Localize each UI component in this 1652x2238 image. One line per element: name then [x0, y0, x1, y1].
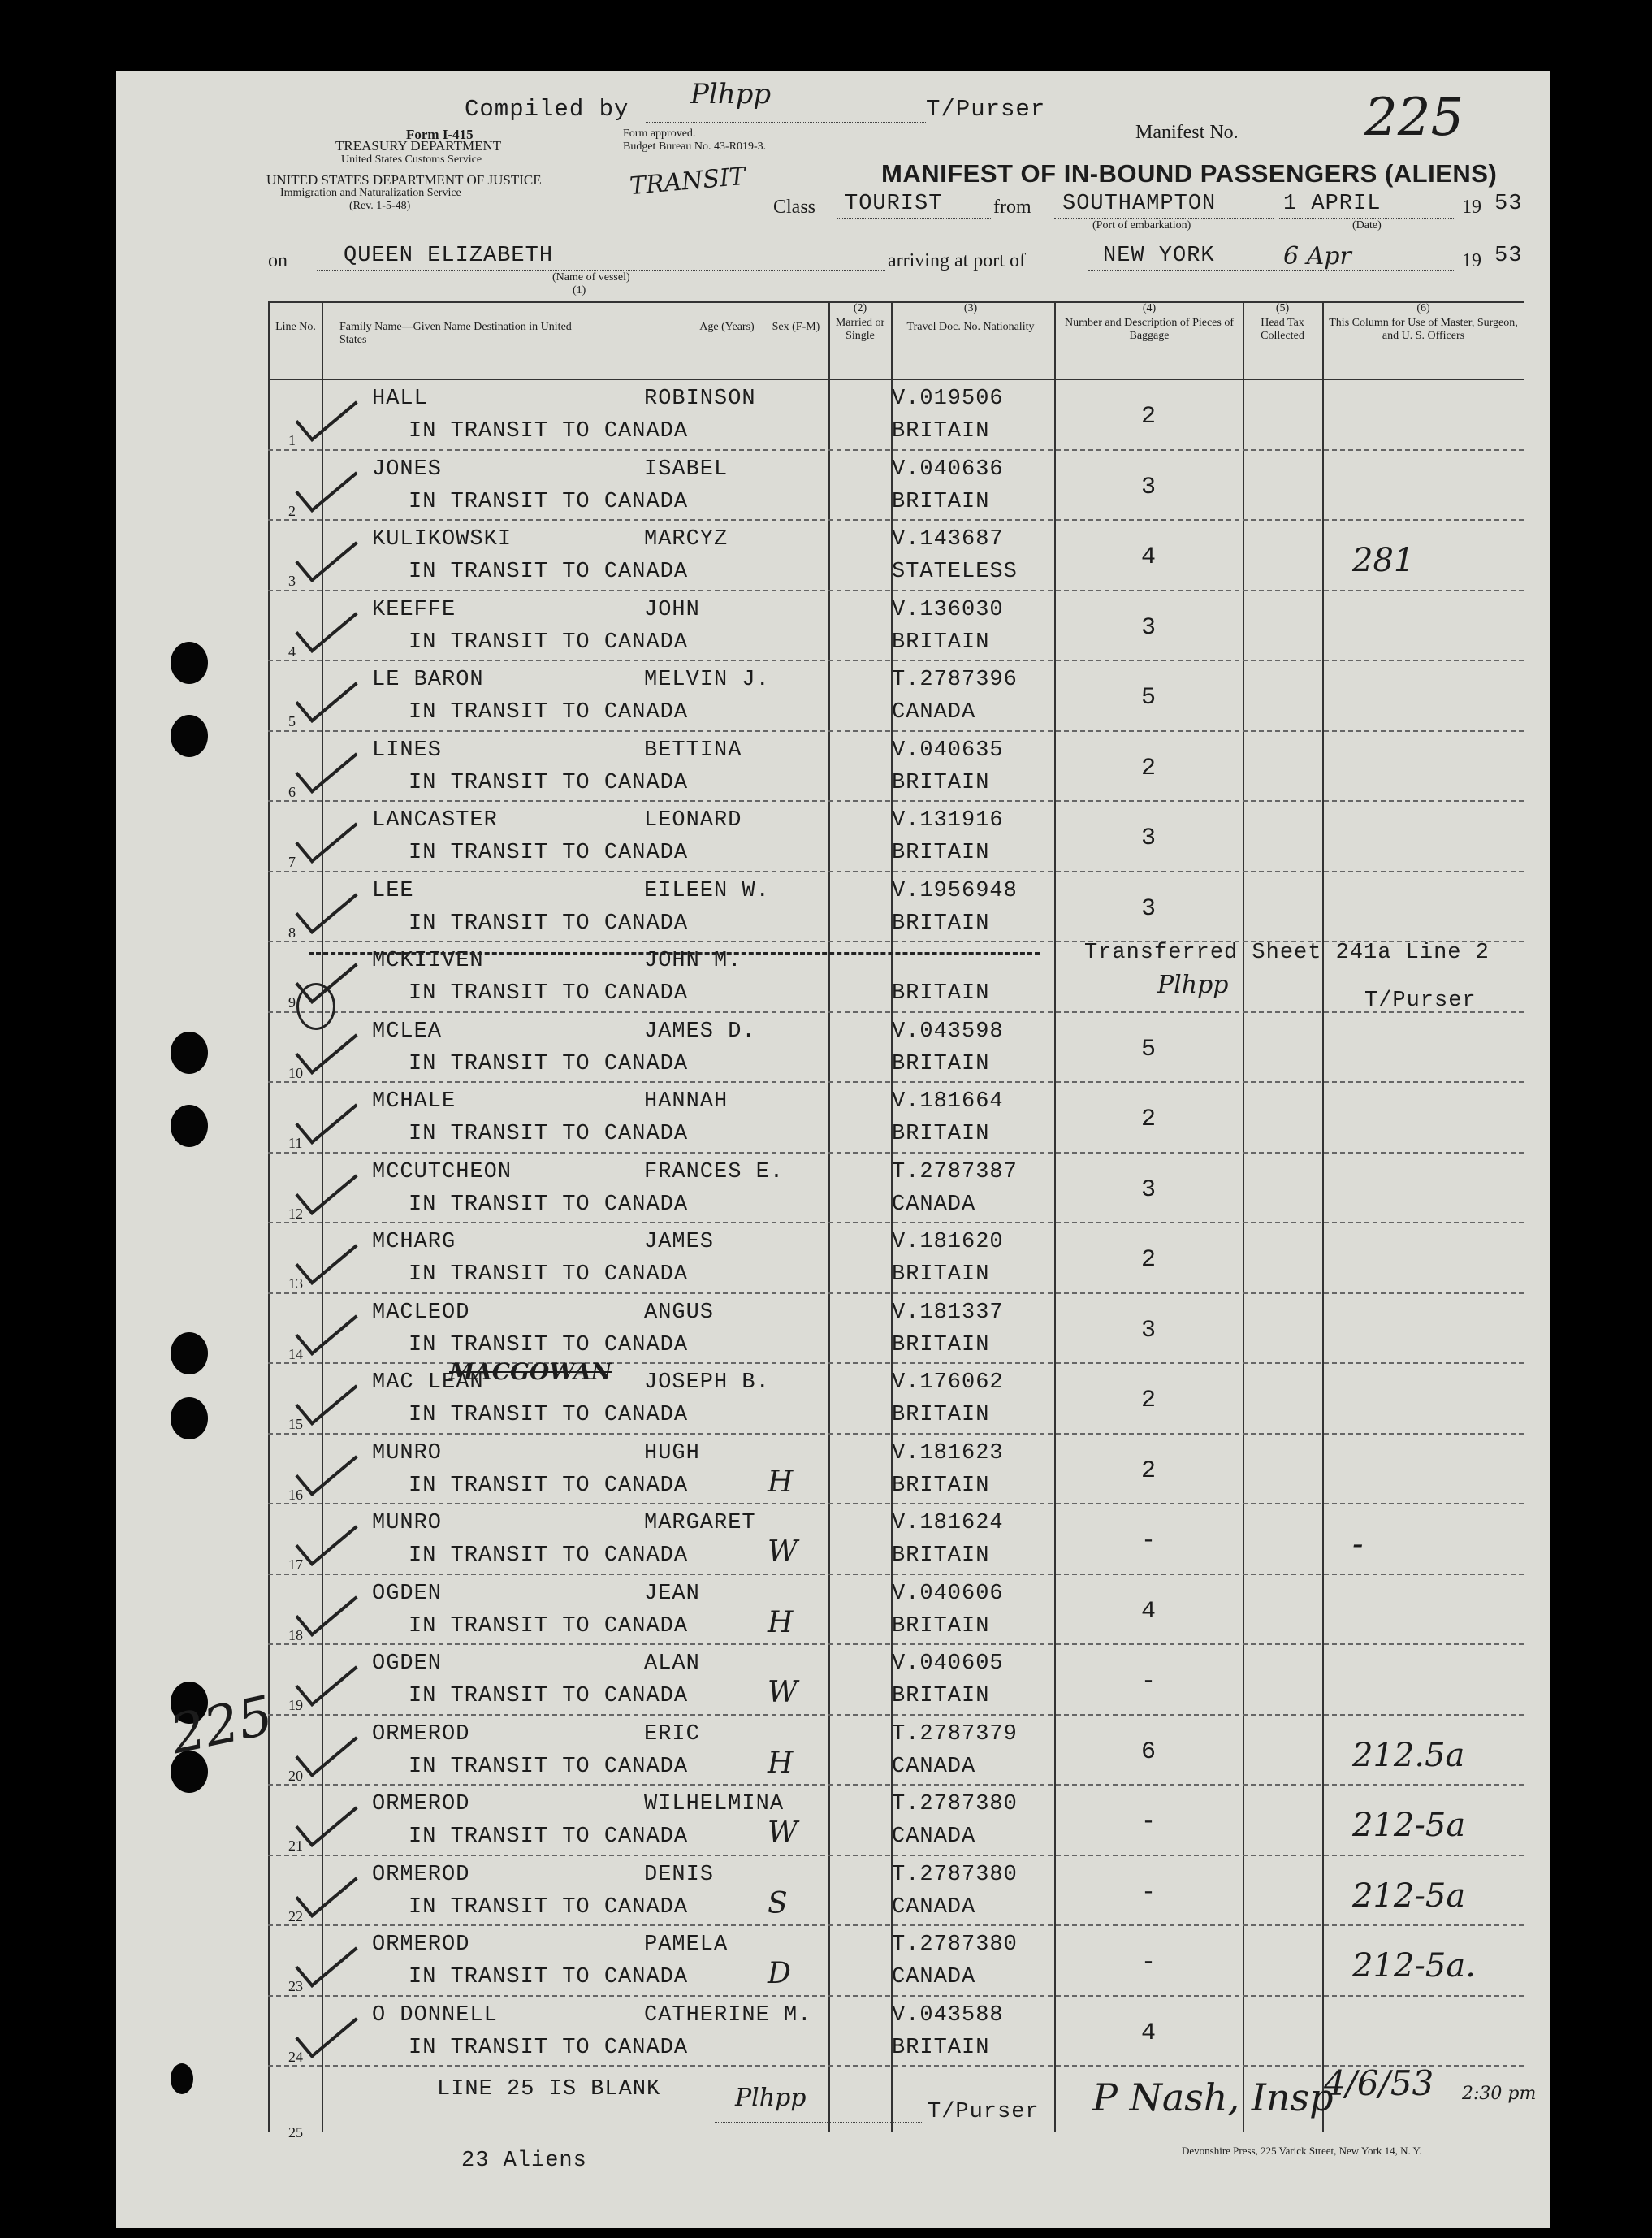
family-name: OGDEN — [372, 1581, 443, 1606]
baggage-count: 4 — [1141, 543, 1157, 571]
baggage-count: 5 — [1141, 684, 1157, 712]
destination: IN TRANSIT TO CANADA — [409, 1403, 689, 1427]
line-number: 1 — [288, 432, 296, 448]
form-number: Form I-415 — [406, 127, 474, 142]
travel-doc-no: V.040635 — [892, 738, 1004, 763]
baggage-count: 2 — [1141, 1106, 1157, 1133]
family-name: MCKIIVEN — [372, 949, 484, 973]
inspection-time: 2:30 pm — [1462, 2084, 1537, 2104]
sex-mark: W — [768, 1816, 798, 1850]
travel-doc-no: T.2787380 — [892, 1792, 1018, 1816]
given-name: JEAN — [644, 1581, 700, 1606]
line-number: 9 — [288, 994, 296, 1011]
col-header-married: Married or Single — [835, 317, 885, 342]
col-num-4: (4) — [1142, 302, 1157, 314]
travel-doc-no: V.019506 — [892, 387, 1004, 411]
family-name: MCCUTCHEON — [372, 1159, 512, 1184]
baggage-count: 4 — [1141, 2019, 1157, 2047]
vessel-name: QUEEN ELIZABETH — [344, 244, 554, 268]
destination: IN TRANSIT TO CANADA — [409, 1754, 689, 1779]
line-number: 11 — [288, 1135, 303, 1151]
year-prefix-2: 19 — [1462, 250, 1481, 271]
given-name: PAMELA — [644, 1933, 729, 1957]
given-name: MARGARET — [644, 1511, 756, 1535]
baggage-count: - — [1141, 1878, 1157, 1907]
baggage-count: 3 — [1141, 1175, 1157, 1204]
baggage-count: 3 — [1141, 613, 1157, 642]
arrival-date: 6 Apr — [1283, 242, 1351, 271]
baggage-count: 3 — [1141, 473, 1157, 501]
nationality: BRITAIN — [892, 1332, 990, 1357]
row-divider — [268, 1011, 1524, 1013]
nationality: BRITAIN — [892, 1684, 990, 1708]
line-number: 22 — [288, 1907, 303, 1924]
row-divider — [268, 449, 1524, 451]
family-name: MUNRO — [372, 1440, 443, 1465]
given-name: WILHELMINA — [644, 1792, 785, 1816]
binder-hole — [171, 1105, 208, 1147]
col-header-baggage: Number and Description of Pieces of Baggage — [1065, 317, 1234, 342]
row-divider — [268, 1924, 1524, 1926]
given-name: DENIS — [644, 1862, 715, 1887]
footer-purser-title: T/Purser — [928, 2100, 1040, 2124]
destination: IN TRANSIT TO CANADA — [409, 1192, 689, 1217]
baggage-count: - — [1141, 1808, 1157, 1836]
line-number: 7 — [288, 854, 296, 870]
inspection-date: 4/6/53 — [1324, 2063, 1434, 2103]
printer-imprint: Devonshire Press, 225 Varick Street, New York 14, N. Y. — [1182, 2145, 1422, 2157]
given-name: ANGUS — [644, 1300, 715, 1325]
row-divider — [268, 1222, 1524, 1223]
given-name: JAMES — [644, 1230, 715, 1254]
officer-note: 212-5a — [1352, 1807, 1466, 1844]
vessel-caption: (Name of vessel) — [552, 271, 630, 284]
sex-mark: H — [768, 1465, 794, 1499]
row-divider — [268, 1574, 1524, 1575]
compiled-by-label: Compiled by — [465, 96, 629, 123]
col-num-2: (2) — [853, 302, 867, 314]
row-divider — [268, 1855, 1524, 1856]
on-label: on — [268, 250, 288, 271]
line-number: 6 — [288, 783, 296, 800]
nationality: BRITAIN — [892, 419, 990, 444]
given-name: JOHN — [644, 597, 700, 622]
travel-doc-no: V.040636 — [892, 457, 1004, 482]
family-name: JONES — [372, 457, 443, 482]
arrival-port: NEW YORK — [1103, 244, 1215, 268]
line-number: 5 — [288, 713, 296, 729]
nationality: BRITAIN — [892, 630, 990, 655]
line-number: 20 — [288, 1767, 303, 1784]
line-number: 10 — [288, 1064, 303, 1081]
travel-doc-no: V.181620 — [892, 1230, 1004, 1254]
travel-doc-no: V.043598 — [892, 1019, 1004, 1044]
line-number-25: 25 — [288, 2124, 303, 2141]
nationality: BRITAIN — [892, 1473, 990, 1498]
year-prefix-1: 19 — [1462, 197, 1481, 218]
row-divider — [268, 730, 1524, 732]
row-divider — [268, 871, 1524, 872]
nationality: BRITAIN — [892, 911, 990, 936]
family-name: MCLEA — [372, 1019, 443, 1044]
sex-mark: S — [768, 1886, 788, 1920]
line-number: 14 — [288, 1345, 303, 1362]
col-num-3: (3) — [963, 302, 978, 314]
given-name: JOHN M. — [644, 949, 742, 973]
travel-doc-no: T.2787379 — [892, 1721, 1018, 1747]
baggage-count: 2 — [1141, 1246, 1157, 1274]
line-number: 17 — [288, 1556, 303, 1573]
row-divider — [268, 1152, 1524, 1154]
line-number: 15 — [288, 1416, 303, 1432]
travel-doc-no: T.2787396 — [892, 668, 1018, 692]
binder-hole — [171, 1332, 208, 1374]
compiled-by-signature: Plhpp — [690, 78, 772, 110]
line-number: 3 — [288, 573, 296, 589]
col-header-head-tax: Head Tax Collected — [1261, 317, 1304, 342]
col-header-officers: This Column for Use of Master, Surgeon, and U. S. Officers — [1329, 317, 1518, 342]
baggage-count: 3 — [1141, 1316, 1157, 1344]
travel-doc-no: V.143687 — [892, 527, 1004, 552]
officer-note: 281 — [1352, 542, 1415, 579]
row-divider — [268, 1784, 1524, 1786]
nationality: BRITAIN — [892, 981, 990, 1006]
row-divider — [268, 1643, 1524, 1645]
manifest-number: 225 — [1364, 88, 1464, 148]
col-1-caption: (1) — [573, 284, 586, 297]
line-number: 13 — [288, 1275, 303, 1292]
nationality: CANADA — [892, 1825, 976, 1849]
travel-doc-no: V.181337 — [892, 1300, 1004, 1325]
line-25-blank: LINE 25 IS BLANK — [437, 2077, 661, 2102]
manifest-title: MANIFEST OF IN-BOUND PASSENGERS (ALIENS) — [881, 159, 1498, 188]
family-name: MCHALE — [372, 1089, 456, 1114]
baggage-count: - — [1141, 1949, 1157, 1976]
sex-mark: W — [768, 1535, 798, 1569]
line-number: 8 — [288, 924, 296, 941]
from-label: from — [993, 197, 1031, 218]
given-name: CATHERINE M. — [644, 2002, 812, 2028]
travel-doc-no: V.040605 — [892, 1651, 1004, 1676]
family-name: ORMEROD — [372, 1933, 470, 1957]
col-num-5: (5) — [1275, 302, 1290, 314]
line-number: 4 — [288, 643, 296, 660]
col-header-travel-doc: Travel Doc. No. Nationality — [906, 321, 1035, 333]
travel-doc-no: V.1956948 — [892, 878, 1018, 903]
col-header-sex: Sex (F-M) — [772, 321, 820, 333]
baggage-count: - — [1141, 1668, 1157, 1695]
baggage-count: 3 — [1141, 825, 1157, 852]
travel-doc-no: V.131916 — [892, 808, 1004, 833]
transit-stamp: TRANSIT — [628, 162, 747, 201]
family-name: OGDEN — [372, 1651, 443, 1676]
binder-hole — [171, 1032, 208, 1074]
family-name: O DONNELL — [372, 2002, 498, 2028]
transferred-signature: Plhpp — [1157, 971, 1229, 999]
officer-note: 212-5a — [1352, 1877, 1466, 1915]
given-name: ISABEL — [644, 457, 729, 482]
nationality: STATELESS — [892, 560, 1018, 584]
transferred-title: T/Purser — [1364, 989, 1477, 1013]
given-name: JAMES D. — [644, 1019, 756, 1044]
given-name: HUGH — [644, 1440, 700, 1465]
inspector-signature: P Nash, Insp — [1092, 2076, 1334, 2119]
family-name: ORMEROD — [372, 1721, 470, 1747]
nationality: BRITAIN — [892, 1051, 990, 1076]
family-name: HALL — [372, 387, 428, 411]
nationality: BRITAIN — [892, 1613, 990, 1638]
row-divider — [268, 519, 1524, 521]
family-name: KEEFFE — [372, 597, 456, 622]
date-caption: (Date) — [1352, 219, 1382, 232]
officer-note: 212-5a. — [1352, 1947, 1476, 1985]
destination: IN TRANSIT TO CANADA — [409, 1965, 689, 1989]
sex-mark: H — [768, 1746, 794, 1780]
destination: IN TRANSIT TO CANADA — [409, 1825, 689, 1849]
given-name: JOSEPH B. — [644, 1370, 770, 1395]
nationality: BRITAIN — [892, 770, 990, 795]
family-name: LINES — [372, 738, 443, 763]
nationality: CANADA — [892, 1192, 976, 1217]
row-divider — [268, 660, 1524, 661]
baggage-count: 5 — [1141, 1035, 1157, 1063]
given-name: EILEEN W. — [644, 878, 770, 903]
footer-purser-signature: Plhpp — [735, 2084, 807, 2112]
nationality: CANADA — [892, 1894, 976, 1920]
customs-service: United States Customs Service — [341, 154, 482, 166]
treasury-dept: TREASURY DEPARTMENT — [335, 138, 502, 154]
family-name: MACLEOD — [372, 1300, 470, 1325]
family-name: MAC LEAN — [372, 1370, 484, 1395]
line-number: 19 — [288, 1697, 303, 1713]
family-name: ORMEROD — [372, 1792, 470, 1816]
sex-mark: D — [768, 1957, 791, 1990]
nationality: CANADA — [892, 700, 976, 725]
compiled-by-title: T/Purser — [926, 96, 1046, 123]
row-divider — [268, 1995, 1524, 1997]
budget-bureau: Budget Bureau No. 43-R019-3. — [623, 141, 767, 153]
officer-note: 212.5a — [1352, 1736, 1465, 1774]
port-embark-caption: (Port of embarkation) — [1092, 219, 1191, 232]
travel-doc-no: V.181664 — [892, 1089, 1004, 1114]
binder-hole — [171, 1397, 208, 1439]
family-name: LE BARON — [372, 668, 484, 692]
given-name: ERIC — [644, 1721, 700, 1747]
binder-hole — [171, 642, 208, 684]
nationality: BRITAIN — [892, 1543, 990, 1568]
baggage-count: 2 — [1141, 1457, 1157, 1485]
class-value: TOURIST — [845, 192, 943, 216]
given-name: FRANCES E. — [644, 1159, 785, 1184]
row-divider — [268, 1503, 1524, 1504]
baggage-count: 2 — [1141, 403, 1157, 431]
col-header-age: Age (Years) — [699, 321, 755, 333]
baggage-count: 2 — [1141, 1387, 1157, 1414]
given-name: ALAN — [644, 1651, 700, 1676]
embark-port: SOUTHAMPTON — [1062, 192, 1217, 216]
family-name: LEE — [372, 878, 414, 903]
destination: IN TRANSIT TO CANADA — [409, 700, 689, 725]
destination: IN TRANSIT TO CANADA — [409, 489, 689, 514]
destination: IN TRANSIT TO CANADA — [409, 981, 689, 1006]
destination: IN TRANSIT TO CANADA — [409, 560, 689, 584]
row-divider — [268, 1433, 1524, 1435]
family-name: LANCASTER — [372, 808, 498, 833]
row-divider — [268, 1081, 1524, 1083]
justice-dept: UNITED STATES DEPARTMENT OF JUSTICE — [266, 172, 542, 188]
year-1: 53 — [1494, 192, 1523, 216]
family-name: MCHARG — [372, 1230, 456, 1254]
baggage-count: - — [1141, 1527, 1157, 1555]
line-number: 16 — [288, 1486, 303, 1503]
line-number: 24 — [288, 2048, 303, 2065]
col-num-6: (6) — [1416, 302, 1430, 314]
destination: IN TRANSIT TO CANADA — [409, 630, 689, 655]
binder-hole — [171, 2063, 193, 2094]
nationality: CANADA — [892, 1965, 976, 1989]
given-name: LEONARD — [644, 808, 742, 833]
line-number: 18 — [288, 1626, 303, 1643]
nationality: BRITAIN — [892, 1122, 990, 1146]
destination: IN TRANSIT TO CANADA — [409, 1122, 689, 1146]
travel-doc-no: T.2787380 — [892, 1933, 1018, 1957]
binder-hole — [171, 715, 208, 757]
destination: IN TRANSIT TO CANADA — [409, 1262, 689, 1287]
travel-doc-no: V.181624 — [892, 1511, 1004, 1535]
baggage-count: 2 — [1141, 754, 1157, 782]
line-number: 21 — [288, 1838, 303, 1854]
destination: IN TRANSIT TO CANADA — [409, 770, 689, 795]
officer-note: - — [1352, 1526, 1364, 1563]
nationality: BRITAIN — [892, 2035, 990, 2060]
destination: IN TRANSIT TO CANADA — [409, 1332, 689, 1357]
destination: IN TRANSIT TO CANADA — [409, 419, 689, 444]
given-name: MELVIN J. — [644, 668, 770, 692]
destination: IN TRANSIT TO CANADA — [409, 911, 689, 936]
travel-doc-no: V.040606 — [892, 1581, 1004, 1606]
destination: IN TRANSIT TO CANADA — [409, 1894, 689, 1920]
aliens-count: 23 Aliens — [461, 2149, 587, 2173]
destination: IN TRANSIT TO CANADA — [409, 1543, 689, 1568]
nationality: BRITAIN — [892, 489, 990, 514]
destination: IN TRANSIT TO CANADA — [409, 1684, 689, 1708]
line-number: 23 — [288, 1978, 303, 1994]
sex-mark: W — [768, 1676, 798, 1709]
given-name: ROBINSON — [644, 387, 756, 411]
destination: IN TRANSIT TO CANADA — [409, 1473, 689, 1498]
family-name: MUNRO — [372, 1511, 443, 1535]
class-label: Class — [773, 197, 816, 218]
manifest-no-label: Manifest No. — [1135, 122, 1239, 143]
destination: IN TRANSIT TO CANADA — [409, 841, 689, 865]
year-2: 53 — [1494, 244, 1523, 268]
nationality: BRITAIN — [892, 841, 990, 865]
form-approved: Form approved. — [623, 128, 696, 140]
col-header-line: Line No. — [275, 321, 316, 333]
line-number: 12 — [288, 1205, 303, 1222]
travel-doc-no: V.043588 — [892, 2002, 1004, 2028]
row-divider — [268, 1714, 1524, 1716]
destination: IN TRANSIT TO CANADA — [409, 1613, 689, 1638]
travel-doc-no: V.181623 — [892, 1440, 1004, 1465]
baggage-count: 3 — [1141, 894, 1157, 923]
form-revision: (Rev. 1-5-48) — [349, 200, 411, 212]
travel-doc-no: T.2787387 — [892, 1159, 1018, 1184]
struck-family-name: MACGOWAN — [449, 1358, 612, 1385]
row-divider — [268, 1292, 1524, 1294]
destination: IN TRANSIT TO CANADA — [409, 1051, 689, 1076]
family-name: KULIKOWSKI — [372, 527, 512, 552]
nationality: BRITAIN — [892, 1262, 990, 1287]
baggage-count: 6 — [1141, 1738, 1157, 1766]
nationality: CANADA — [892, 1754, 976, 1779]
line-number: 2 — [288, 502, 296, 519]
embark-date: 1 APRIL — [1283, 192, 1382, 216]
travel-doc-no: V.176062 — [892, 1370, 1004, 1395]
given-name: HANNAH — [644, 1089, 729, 1114]
col-header-name: Family Name—Given Name Destination in United States — [339, 321, 572, 346]
family-name: ORMEROD — [372, 1862, 470, 1887]
circle-mark — [296, 983, 335, 1030]
ins-service: Immigration and Naturalization Service — [280, 187, 461, 199]
travel-doc-no: T.2787380 — [892, 1862, 1018, 1887]
margin-number: 225 — [165, 1683, 279, 1767]
row-divider — [268, 590, 1524, 591]
sex-mark: H — [768, 1605, 794, 1639]
travel-doc-no: V.136030 — [892, 597, 1004, 622]
transferred-note: Transferred Sheet 241a Line 2 — [1084, 941, 1490, 965]
row-divider — [268, 800, 1524, 802]
arriving-label: arriving at port of — [888, 250, 1026, 271]
given-name: MARCYZ — [644, 527, 729, 552]
nationality: BRITAIN — [892, 1403, 990, 1427]
destination: IN TRANSIT TO CANADA — [409, 2035, 689, 2060]
baggage-count: 4 — [1141, 1597, 1157, 1625]
given-name: BETTINA — [644, 738, 742, 763]
strike-line — [309, 952, 1040, 955]
